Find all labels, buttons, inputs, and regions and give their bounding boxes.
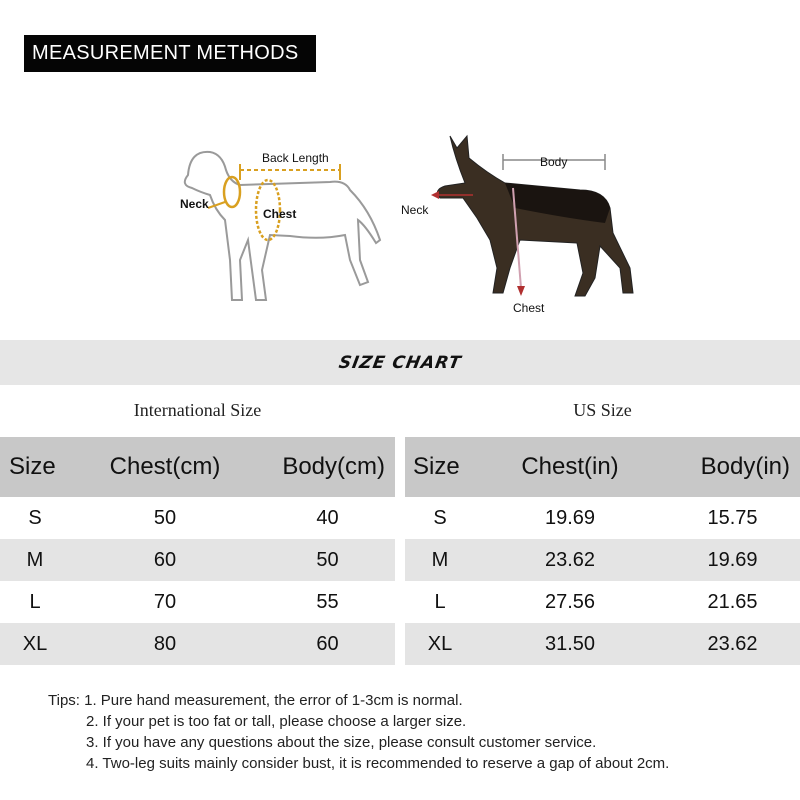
table-header-row — [405, 437, 800, 497]
table-row — [0, 539, 395, 581]
table-cell: 40 — [316, 506, 339, 529]
us-size-table — [405, 437, 800, 665]
table-cell: L — [29, 590, 41, 613]
table-cell: M — [26, 548, 44, 571]
page-title: MEASUREMENT METHODS — [24, 35, 316, 72]
table-cell: S — [433, 506, 447, 529]
table-cell: 50 — [153, 506, 177, 529]
table-row — [405, 539, 800, 581]
tip-line — [48, 690, 669, 711]
table-cell: 60 — [153, 548, 177, 571]
table-cell: 60 — [316, 632, 339, 655]
photo-neck-label: Neck — [401, 203, 429, 217]
table-row — [0, 581, 395, 623]
tips-prefix: Tips: — [48, 692, 85, 709]
table-cell: L — [434, 590, 446, 613]
table-cell: 19.69 — [707, 548, 758, 571]
table-row — [405, 581, 800, 623]
table-row — [405, 623, 800, 665]
size-chart-title: SIZE CHART — [337, 352, 463, 373]
table-cell: 55 — [316, 590, 339, 613]
table-cell: 23.62 — [544, 548, 596, 571]
us-size-caption: US Size — [573, 400, 632, 420]
header-cell: Size — [413, 453, 460, 480]
tip-item: 3. If you have any questions about the size, please consult customer service. — [86, 734, 597, 751]
table-cell: XL — [427, 632, 453, 655]
table-cell: XL — [22, 632, 48, 655]
tips-section — [48, 690, 669, 774]
size-chart-band — [0, 340, 800, 385]
tip-item: 1. Pure hand measurement, the error of 1-3cm is normal. — [84, 692, 463, 709]
international-size-caption: International Size — [133, 400, 262, 420]
header-cell: Body(cm) — [282, 453, 385, 480]
back-length-label: Back Length — [262, 151, 329, 165]
table-cell: 15.75 — [707, 506, 758, 529]
header-cell: Chest(in) — [521, 453, 619, 480]
table-cell: 80 — [153, 632, 177, 655]
outline-dog-diagram — [170, 140, 390, 310]
header-cell: Size — [9, 453, 56, 480]
table-cell: 23.62 — [707, 632, 758, 655]
outline-dog-silhouette — [185, 152, 380, 300]
table-cell: 21.65 — [707, 590, 758, 613]
table-cell: 27.56 — [544, 590, 596, 613]
table-row — [405, 497, 800, 539]
table-cell: 70 — [153, 590, 177, 613]
table-cell: S — [28, 506, 42, 529]
table-cell: M — [431, 548, 449, 571]
header-cell: Chest(cm) — [109, 453, 221, 480]
tip-item: 4. Two-leg suits mainly consider bust, it is recommended to reserve a gap of about 2cm. — [86, 755, 670, 772]
photo-chest-label: Chest — [513, 301, 545, 315]
international-size-table — [0, 437, 395, 665]
header-cell: Body(in) — [700, 453, 790, 480]
outline-chest-label: Chest — [263, 207, 297, 221]
tip-item: 2. If your pet is too fat or tall, please choose a larger size. — [86, 713, 467, 730]
photo-body-label: Body — [540, 155, 568, 169]
table-cell: 19.69 — [544, 506, 596, 529]
table-header-row — [0, 437, 395, 497]
table-row — [0, 497, 395, 539]
photo-dog-diagram — [395, 128, 645, 323]
table-row — [0, 623, 395, 665]
table-cell: 50 — [316, 548, 339, 571]
table-cell: 31.50 — [544, 632, 596, 655]
outline-neck-label: Neck — [180, 197, 209, 211]
